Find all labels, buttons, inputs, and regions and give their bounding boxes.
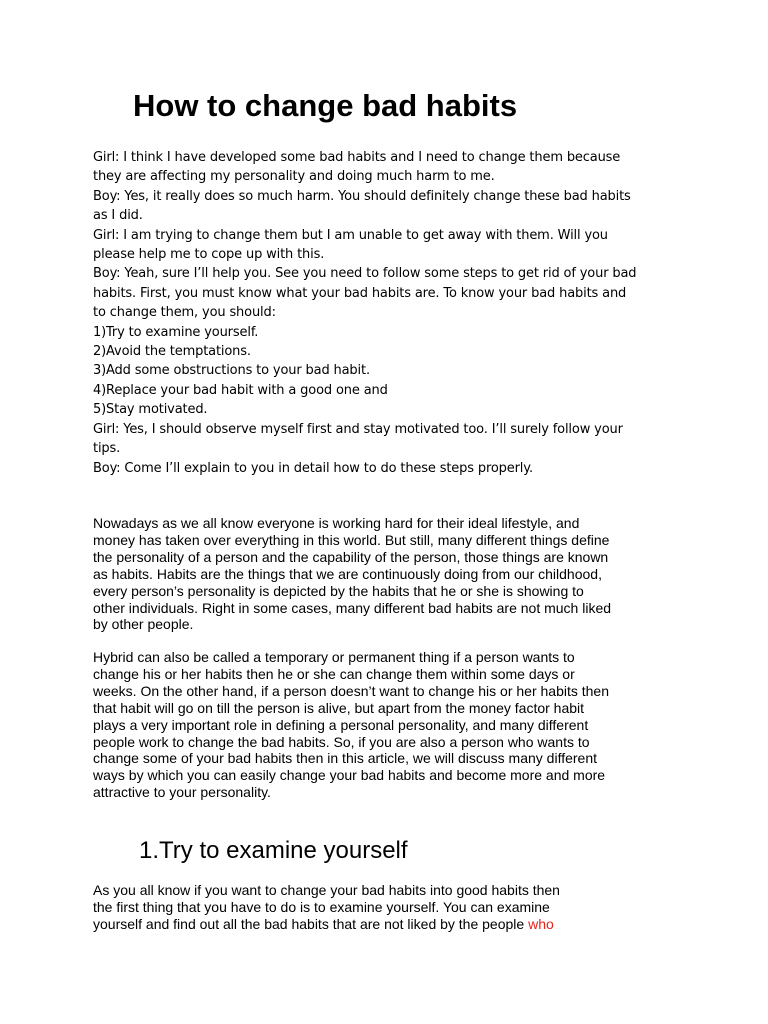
- section-heading: 1.Try to examine yourself: [139, 837, 408, 864]
- dialogue-list-item: 1)Try to examine yourself.: [93, 324, 259, 340]
- dialogue-line: Boy: Yes, it really does so much harm. You should definitely change these bad habits: [93, 188, 631, 204]
- paragraph-line: people work to change the bad habits. So, if you are also a person who wants to: [93, 733, 590, 750]
- paragraph-line: change his or her habits then he or she can change them within some days or: [93, 665, 575, 682]
- paragraph-line: every person’s personality is depicted by the habits that he or she is showing to: [93, 582, 584, 599]
- dialogue-line: they are affecting my personality and doing much harm to me.: [93, 169, 495, 185]
- dialogue-list-item: 4)Replace your bad habit with a good one and: [93, 382, 388, 398]
- dialogue-line: to change them, you should:: [93, 305, 276, 321]
- dialogue-list-item: 3)Add some obstructions to your bad habit.: [93, 363, 370, 379]
- hybrid-paragraph: [93, 649, 683, 801]
- examine-paragraph: [93, 882, 683, 933]
- dialogue-line: habits. First, you must know what your bad habits are. To know your bad habits and: [93, 285, 627, 301]
- paragraph-line: the first thing that you have to do is to examine yourself. You can examine: [93, 898, 550, 915]
- paragraph-line: money has taken over everything in this world. But still, many different things define: [93, 531, 610, 548]
- dialogue-list-item: 5)Stay motivated.: [93, 402, 208, 418]
- paragraph-line: attractive to your personality.: [93, 784, 271, 801]
- dialogue-line: Boy: Yeah, sure I’ll help you. See you need to follow some steps to get rid of your bad: [93, 266, 637, 282]
- dialogue-list-item: 2)Avoid the temptations.: [93, 344, 251, 360]
- intro-paragraph: [93, 515, 683, 633]
- paragraph-line: Nowadays as we all know everyone is working hard for their ideal lifestyle, and: [93, 515, 580, 531]
- paragraph-line-text: yourself and find out all the bad habits that are not liked by the people: [93, 915, 529, 932]
- paragraph-line: plays a very important role in defining a personal personality, and many different: [93, 716, 589, 733]
- dialogue-line: Boy: Come I’ll explain to you in detail how to do these steps properly.: [93, 460, 533, 476]
- paragraph-line: that habit will go on till the person is alive, but apart from the money factor habit: [93, 699, 585, 716]
- dialogue-line: please help me to cope up with this.: [93, 247, 325, 263]
- paragraph-line: weeks. On the other hand, if a person doesn’t want to change his or her habits then: [93, 682, 609, 699]
- paragraph-line: Hybrid can also be called a temporary or permanent thing if a person wants to: [93, 649, 575, 665]
- dialogue-block: [93, 148, 683, 478]
- paragraph-line: ways by which you can easily change your bad habits and become more and more: [93, 767, 606, 784]
- dialogue-line: Girl: I think I have developed some bad habits and I need to change them because: [93, 150, 621, 165]
- dialogue-line: as I did.: [93, 208, 143, 224]
- dialogue-line: tips.: [93, 441, 121, 457]
- dialogue-line: Girl: I am trying to change them but I am unable to get away with them. Will you: [93, 227, 608, 243]
- page-title: How to change bad habits: [133, 88, 518, 123]
- paragraph-line: other individuals. Right in some cases, many different bad habits are not much liked: [93, 599, 612, 616]
- paragraph-line: As you all know if you want to change your bad habits into good habits then: [93, 882, 560, 898]
- highlighted-word: who: [528, 915, 554, 932]
- paragraph-line: change some of your bad habits then in this article, we will discuss many different: [93, 750, 597, 767]
- paragraph-line: by other people.: [93, 616, 194, 633]
- dialogue-line: Girl: Yes, I should observe myself first and stay motivated too. I’ll surely follow your: [93, 421, 623, 437]
- paragraph-line: [93, 916, 683, 933]
- paragraph-line: the personality of a person and the capability of the person, those things are known: [93, 548, 609, 565]
- paragraph-line: as habits. Habits are the things that we are continuously doing from our childhood,: [93, 565, 602, 582]
